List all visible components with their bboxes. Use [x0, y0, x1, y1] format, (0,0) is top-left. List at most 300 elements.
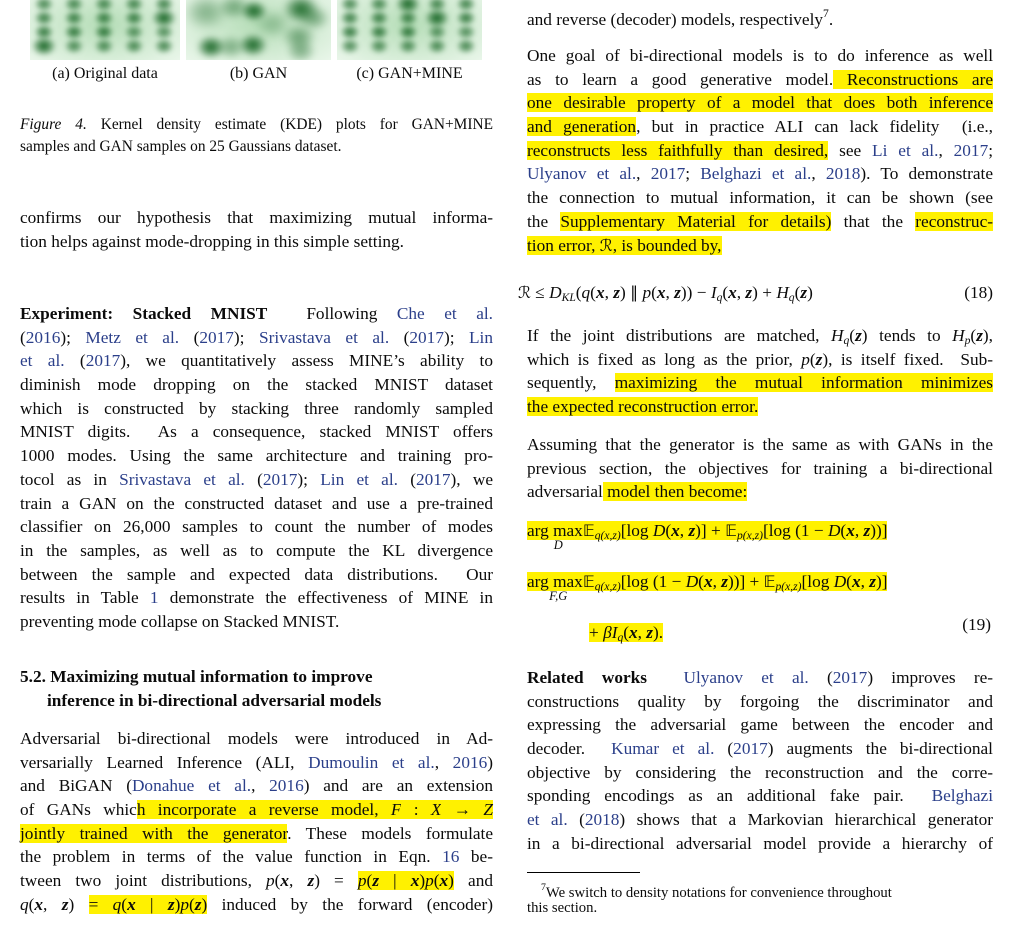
text-run: 7: [541, 882, 546, 893]
footnote-rule: [527, 872, 640, 873]
panel-caption-a: (a) Original data: [52, 65, 158, 82]
text-run: (: [244, 469, 263, 489]
text-line: [527, 68, 993, 92]
text-run: results in Table: [20, 588, 150, 608]
highlighted-text: (: [189, 894, 195, 914]
figure-4-panel-captions: [20, 63, 493, 85]
text-run: (: [808, 668, 833, 687]
text-run: see: [828, 140, 873, 160]
text-run: p: [642, 283, 652, 302]
equation-18-number: (18): [964, 283, 993, 302]
text-run: ): [807, 283, 813, 302]
text-line: [527, 519, 993, 552]
text-run: (: [397, 469, 416, 489]
text-run: tion helps against mode-dropping in this simple setting.: [20, 231, 404, 251]
text-line: [20, 586, 493, 610]
citation-link[interactable]: 2017: [832, 668, 868, 687]
text-run: ) shows that a Markovian hierarchical generator: [619, 810, 993, 830]
text-run: (: [794, 283, 801, 302]
text-line: [20, 869, 493, 893]
text-run: ℛ: [518, 283, 531, 302]
text-run: (: [698, 572, 704, 592]
text-run: (: [722, 283, 729, 302]
text-run: );: [233, 327, 259, 347]
text-run: )) −: [680, 283, 711, 302]
text-line: [20, 492, 493, 516]
text-run: (: [809, 349, 816, 369]
kde-dot: [340, 38, 360, 54]
text-run: in a bi-directional adversarial model provide a hierarchy of: [527, 833, 993, 853]
text-line: [527, 348, 993, 372]
citation-link[interactable]: 2017: [85, 351, 121, 371]
text-run: ,: [636, 164, 651, 184]
text-run: previous section, the objectives for training a bi-directional: [527, 458, 993, 478]
citation-link[interactable]: et al.: [527, 810, 568, 830]
text-run: ,: [251, 776, 270, 796]
text-run: (: [590, 283, 596, 302]
text-run: [log: [620, 521, 653, 540]
text-run: ,: [712, 572, 722, 592]
highlighted-text: p: [357, 871, 367, 891]
text-line: [518, 281, 813, 305]
text-line: [527, 898, 993, 918]
text-run: (: [840, 521, 847, 540]
kde-panel-b: [186, 0, 331, 60]
highlighted-text: z: [372, 871, 380, 891]
text-run: (: [28, 894, 35, 914]
text-run: ,: [637, 623, 647, 643]
highlighted-text: F: [390, 800, 402, 820]
text-run: ): [68, 894, 89, 914]
citation-link[interactable]: Donahue et al.: [131, 776, 252, 796]
text-run: q(x,z): [594, 528, 621, 542]
citation-link[interactable]: 2018: [584, 810, 620, 830]
text-run: adversarial: [527, 482, 603, 502]
equation-18-body: [518, 281, 813, 305]
text-run: that the: [831, 211, 916, 231]
text-run: be-: [459, 847, 493, 867]
text-run: p: [266, 871, 275, 891]
kde-dot: [286, 39, 316, 60]
text-run: z: [674, 283, 681, 302]
text-run: ), we quantitatively assess MINE’s ability to: [120, 351, 493, 371]
text-run: z: [869, 572, 876, 592]
text-line: [527, 371, 993, 395]
text-run: β: [603, 623, 612, 643]
paragraph-experiment-stacked-mnist: [20, 302, 493, 634]
text-run: z: [721, 572, 728, 592]
citation-link[interactable]: 2017: [199, 327, 234, 347]
text-line: [20, 798, 493, 822]
citation-link[interactable]: Ulyanov et al.: [527, 164, 637, 184]
citation-link[interactable]: 2017: [409, 327, 444, 347]
text-run: which is fixed as long as the prior,: [527, 349, 802, 369]
text-line: [20, 302, 493, 326]
text-line: [20, 515, 493, 539]
text-run: (: [849, 326, 856, 345]
text-run: versarially Learned Inference (ALI,: [20, 752, 309, 772]
text-line: [527, 666, 993, 690]
text-run: x: [34, 894, 44, 914]
text-line: [527, 480, 993, 504]
text-run: objective by considering the reconstruction and the corre-: [527, 762, 993, 782]
highlighted-text: [527, 572, 888, 604]
highlighted-text: x: [410, 871, 420, 891]
paragraph-mode-dropping: [20, 206, 493, 253]
text-run: [log: [801, 572, 834, 592]
text-run: ) augments the bi-directional: [767, 739, 993, 759]
kde-dot: [398, 38, 418, 54]
text-run: ,: [665, 283, 675, 302]
text-line: [20, 349, 493, 373]
highlighted-text: reconstructs less faithfully than desired,: [527, 140, 829, 160]
text-run: decoder.: [527, 739, 612, 759]
text-run: the connection to mutual information, it can be shown (see: [527, 188, 993, 208]
text-run: in the samples, as well as to compute the KL divergence: [20, 540, 493, 560]
text-run: (: [665, 521, 672, 540]
text-run: x: [703, 572, 713, 592]
equation-18: [518, 281, 993, 305]
text-run: x: [851, 572, 861, 592]
text-run: x: [280, 871, 290, 891]
text-run: (: [970, 326, 977, 345]
highlighted-text: z: [167, 894, 175, 914]
highlighted-text: (: [366, 871, 373, 891]
text-run: x: [846, 521, 855, 540]
text-run: ))]: [870, 521, 888, 540]
citation-link[interactable]: Dumoulin et al.: [308, 752, 435, 772]
citation-link[interactable]: 2017: [733, 739, 768, 759]
text-run: I: [611, 623, 618, 643]
text-run: (: [567, 810, 585, 830]
highlighted-text: =: [88, 894, 113, 914]
kde-dot: [31, 36, 56, 56]
text-run: ,: [43, 894, 62, 914]
highlighted-text: ): [201, 894, 208, 914]
text-run: [log (1 −: [620, 572, 686, 592]
text-run: z: [307, 871, 315, 891]
text-run: ). To demonstrate: [860, 164, 994, 184]
text-run: D: [685, 572, 699, 592]
highlighted-text: |: [379, 871, 411, 891]
text-line: [20, 420, 493, 444]
text-run: inference in bi-directional adversarial models: [47, 690, 382, 710]
text-run: ), is itself fixed. Sub-: [822, 349, 993, 369]
text-run: Adversarial bi-directional models were introduced in Ad-: [20, 729, 493, 748]
text-run: q: [20, 894, 29, 914]
highlighted-text: →: [441, 800, 484, 820]
text-run: (: [274, 871, 281, 891]
section-heading-5-2: [20, 665, 493, 712]
text-run: z: [800, 283, 808, 302]
text-run: (: [20, 327, 26, 347]
citation-link[interactable]: Lin: [469, 327, 493, 347]
text-line: [527, 878, 993, 901]
text-run: Experiment: Stacked MNIST: [20, 304, 268, 323]
text-line: [527, 433, 993, 457]
text-run: tween two joint distributions,: [20, 871, 266, 891]
text-line: [20, 665, 493, 689]
text-run: samples and GAN samples on 25 Gaussians dataset.: [20, 137, 342, 155]
highlighted-text: h incorporate a reverse model,: [136, 800, 391, 820]
text-line: [20, 468, 493, 492]
text-run: induced by the forward (encoder): [207, 894, 493, 914]
citation-link[interactable]: Metz et al.: [85, 327, 180, 347]
text-run: )] +: [695, 521, 726, 540]
text-run: ;: [988, 140, 994, 160]
text-run: ,: [289, 871, 308, 891]
text-run: . These models formulate: [287, 823, 494, 843]
equation-19-number: (19): [962, 615, 991, 634]
text-line: [20, 727, 493, 751]
equation-19-body: [527, 519, 993, 650]
text-run: p: [801, 349, 810, 369]
text-line: [20, 230, 493, 254]
text-line: [20, 373, 493, 397]
text-line: [20, 689, 493, 713]
text-run: (: [575, 283, 582, 302]
highlighted-text: [589, 623, 663, 642]
text-run: If the joint distributions are matched,: [527, 326, 832, 345]
kde-panel-c: [337, 0, 482, 60]
panel-caption-b: (b) GAN: [229, 65, 288, 82]
text-run: z: [61, 894, 69, 914]
highlighted-text: maximizing the mutual information minimizes: [614, 373, 993, 393]
highlighted-text: Supplementary Material for details): [560, 211, 832, 231]
text-run: z: [863, 521, 871, 540]
text-line: [20, 751, 493, 775]
text-run: (: [651, 283, 657, 302]
text-run: H: [952, 326, 965, 345]
text-line: [527, 457, 993, 481]
highlighted-text: Reconstructions are: [833, 69, 993, 89]
right-column: [518, 0, 994, 945]
text-line: [20, 114, 493, 136]
citation-link[interactable]: 16: [442, 847, 460, 867]
text-run: ))] +: [727, 572, 764, 592]
text-run: 1000 modes. Using the same architecture and training pro-: [20, 446, 493, 466]
figure-4-caption: [20, 114, 493, 157]
citation-link[interactable]: 2017: [415, 469, 451, 489]
highlighted-text: p: [180, 894, 189, 914]
text-run: +: [589, 623, 604, 643]
highlighted-text: , is bounded by,: [612, 235, 722, 255]
text-run: 𝔼: [582, 572, 595, 592]
text-line: [20, 610, 493, 634]
text-line: [20, 774, 493, 798]
text-run: x: [656, 283, 666, 302]
text-run: train a GAN on the constructed dataset and use a pre-trained: [20, 493, 493, 513]
text-run: D: [549, 283, 562, 302]
citation-link[interactable]: Che et al.: [396, 304, 493, 323]
text-line: [527, 162, 993, 186]
text-run: ,: [811, 164, 826, 184]
equation-19: [527, 519, 993, 651]
text-run: ) improves re-: [867, 668, 994, 687]
text-line: [20, 444, 493, 468]
text-line: [20, 206, 493, 230]
text-line: [20, 563, 493, 587]
highlighted-text: z: [194, 894, 202, 914]
text-run: H: [776, 283, 789, 302]
citation-link[interactable]: Belghazi et al.: [700, 164, 812, 184]
text-line: [527, 690, 993, 714]
highlighted-text: jointly trained with the generator: [20, 823, 288, 843]
highlighted-text: X: [430, 800, 442, 820]
citation-link[interactable]: 2016: [269, 776, 304, 796]
text-line: [20, 136, 493, 158]
left-column: [20, 0, 493, 945]
text-line: [527, 808, 993, 832]
highlighted-text: (: [121, 894, 128, 914]
text-run: [647, 668, 683, 687]
figure-4-panels: [20, 0, 493, 62]
highlighted-text: ): [448, 871, 454, 891]
text-line: [20, 822, 493, 846]
text-line: [527, 234, 993, 258]
text-run: z: [855, 326, 862, 345]
text-run: which is constructed by stacking three randomly sampled: [20, 398, 493, 418]
text-run: x: [595, 283, 605, 302]
text-line: [527, 2, 993, 30]
citation-link[interactable]: 2016: [452, 752, 488, 772]
text-run: ,: [679, 521, 689, 540]
citation-link[interactable]: Kumar et al.: [611, 739, 715, 759]
text-run: the problem in terms of the value function in Eqn.: [20, 847, 443, 867]
panel-caption-c: (c) GAN+MINE: [356, 65, 463, 82]
text-run: z: [613, 283, 620, 302]
text-run: H: [831, 326, 844, 345]
text-run: ) tends to: [861, 326, 953, 345]
highlighted-text: tion error,: [527, 235, 600, 255]
text-run: One goal of bi-directional models is to do inference as well: [527, 46, 993, 65]
text-run: [log (1 −: [762, 521, 828, 540]
text-run: , but in practice ALI can lack fidelity (i.e.,: [636, 117, 994, 137]
text-run: D: [833, 572, 847, 592]
citation-link[interactable]: Li et al.: [872, 140, 939, 160]
highlighted-text: reconstruc-: [915, 211, 993, 231]
text-run: 𝔼: [725, 521, 737, 540]
text-line: [20, 893, 493, 917]
text-line: [527, 761, 993, 785]
text-run: classifier on 26,000 samples to count the number of modes: [20, 517, 493, 537]
text-run: 7: [823, 7, 829, 20]
text-run: (: [846, 572, 852, 592]
highlighted-text: ℛ: [599, 235, 613, 255]
text-run: );: [60, 327, 86, 347]
citation-link[interactable]: 2017: [650, 164, 686, 184]
text-run: ,: [854, 521, 864, 540]
text-run: ) =: [314, 871, 358, 891]
arg-max-operator: arg max F,G: [527, 572, 583, 604]
text-run: z: [976, 326, 983, 345]
text-run: ,: [434, 752, 453, 772]
text-line: [20, 397, 493, 421]
citation-link[interactable]: 2018: [825, 164, 861, 184]
text-run: ): [487, 752, 493, 772]
text-run: q(x,z): [594, 579, 621, 593]
text-run: )]: [875, 572, 888, 592]
text-run: );: [443, 327, 469, 347]
highlighted-text: ): [174, 894, 181, 914]
text-run: tocol as in: [20, 469, 120, 489]
citation-link[interactable]: 2017: [953, 140, 989, 160]
text-run: of GANs whic: [20, 800, 137, 820]
text-run: (: [64, 351, 86, 371]
text-line: [527, 832, 993, 856]
text-run: z: [646, 623, 654, 643]
citation-link[interactable]: Lin et al.: [320, 469, 398, 489]
highlighted-text: (: [433, 871, 440, 891]
paragraph-reverse-decoder: [527, 2, 993, 30]
text-run: (: [389, 327, 410, 347]
text-run: ,: [938, 140, 954, 160]
text-run: as to learn a good generative model.: [527, 69, 834, 89]
highlighted-text: x: [439, 871, 449, 891]
citation-link[interactable]: Srivastava et al.: [119, 469, 245, 489]
paragraph-adversarial-bidirectional: [20, 727, 493, 917]
text-run: preventing mode collapse on Stacked MNIST.: [20, 611, 340, 631]
text-line: [20, 539, 493, 563]
highlighted-text: |: [135, 894, 168, 914]
text-run: ), we: [450, 469, 493, 489]
text-run: ),: [982, 326, 993, 345]
text-run: and BiGAN (: [20, 776, 132, 796]
citation-link[interactable]: Belghazi: [931, 786, 993, 806]
kde-dot: [427, 38, 447, 54]
text-run: ,: [736, 283, 746, 302]
text-run: 𝔼: [763, 572, 776, 592]
text-line: [527, 115, 993, 139]
text-run: p(x,z): [775, 579, 802, 593]
text-run: 5.2. Maximizing mutual information to improve: [20, 667, 373, 686]
citation-link[interactable]: 1: [149, 588, 159, 608]
text-run: );: [297, 469, 321, 489]
text-run: Figure 4.: [20, 116, 87, 133]
text-run: x: [629, 623, 638, 643]
citation-link[interactable]: 2016: [25, 327, 61, 347]
text-run: p: [964, 333, 971, 347]
highlighted-text: q: [112, 894, 122, 914]
text-run: q: [617, 630, 624, 644]
text-line: [527, 44, 993, 68]
footnote-7: [527, 878, 993, 918]
highlighted-text: ): [419, 871, 426, 891]
kde-panel-a: [30, 0, 180, 60]
citation-link[interactable]: Srivastava et al.: [258, 327, 390, 347]
paragraph-assuming-generator: [527, 433, 993, 504]
text-run: q: [843, 333, 850, 347]
text-run: (: [714, 739, 734, 759]
text-run: ,: [860, 572, 870, 592]
citation-link[interactable]: Ulyanov et al.: [683, 668, 809, 687]
text-run: diminish mode dropping on the stacked MNIST dataset: [20, 375, 493, 395]
kde-dot: [255, 10, 291, 39]
citation-link[interactable]: 2017: [262, 469, 298, 489]
text-line: [527, 186, 993, 210]
text-line: [20, 326, 493, 350]
highlighted-text: Z: [483, 800, 494, 820]
text-run: confirms our hypothesis that maximizing mutual informa-: [20, 208, 493, 227]
text-run: MNIST digits. As a consequence, stacked MNIST offers: [20, 422, 493, 442]
text-run: ): [619, 283, 631, 302]
text-run: ).: [653, 623, 664, 643]
kde-dot: [369, 38, 389, 54]
text-line: [527, 713, 993, 737]
text-run: ≤: [530, 283, 550, 302]
text-run: z: [815, 349, 823, 369]
citation-link[interactable]: et al.: [20, 351, 65, 371]
